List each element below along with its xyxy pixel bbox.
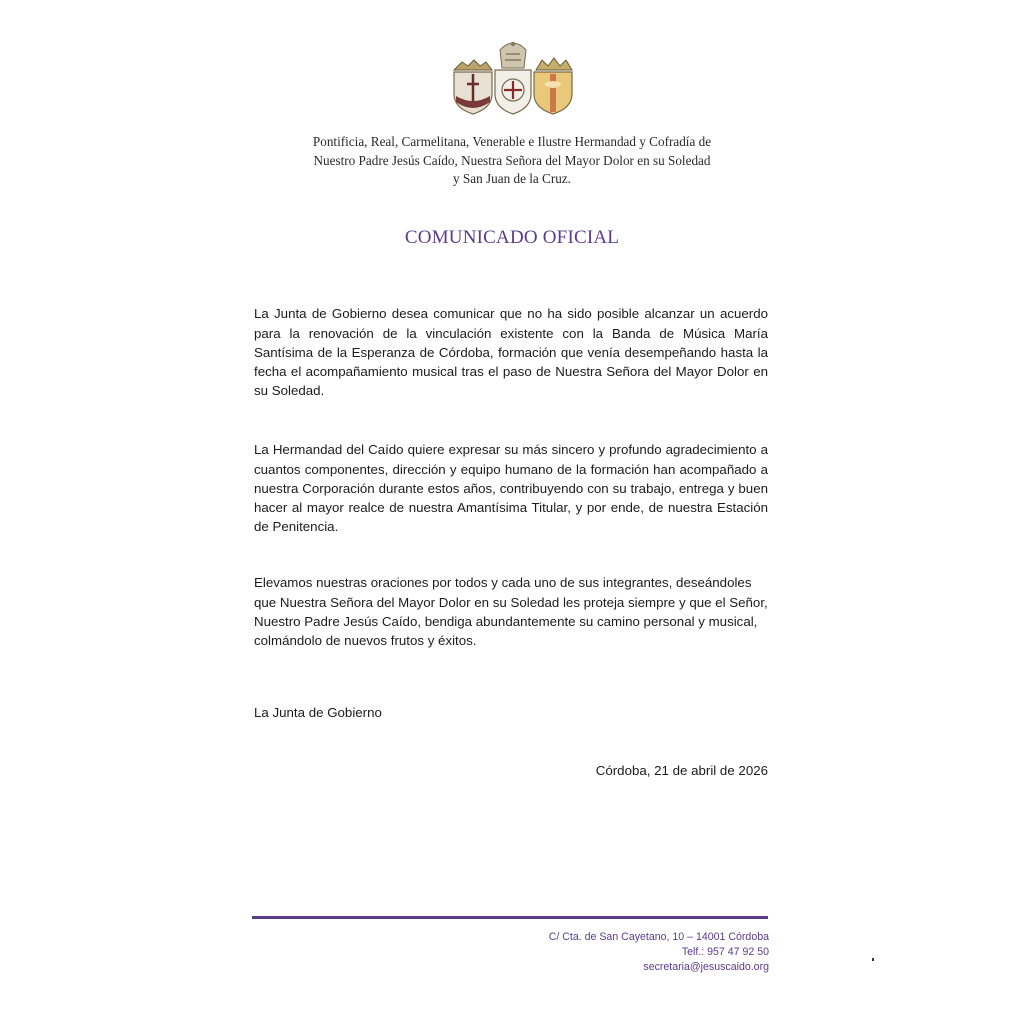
right-shield-icon: [534, 58, 572, 114]
footer-address: C/ Cta. de San Cayetano, 10 – 14001 Córdoba: [548, 931, 769, 943]
document-title: COMUNICADO OFICIAL: [404, 227, 620, 248]
left-shield-icon: [454, 60, 492, 114]
brotherhood-line: Pontificia, Real, Carmelitana, Venerable e Ilustre Hermandad y Cofradía de: [312, 134, 712, 149]
paragraph-gratitude: La Hermandad del Caído quiere expresar su más sincero y profundo agradecimiento a cuantos componentes, dirección y equipo humano de la formación han acompañado a nuestra Corporación durante estos años, contribuyendo con su trabajo, entrega y buen hacer al mayor realce de nuestra Amantísima Titular, y por ende, de nuestra Estación de Penitencia.: [254, 442, 768, 535]
scan-speck: [872, 958, 874, 961]
paragraph-prayers: Elevamos nuestras oraciones por todos y cada uno de sus integrantes, deseándoles que Nuestra Señora del Mayor Dolor en su Soledad les proteja siempre y que el Señor, Nuestro Padre Jesús Caído, bendiga abundantemente su camino personal y musical, colmándolo de nuevos frutos y éxitos.: [254, 575, 768, 648]
brotherhood-name: [240, 133, 784, 189]
signature: La Junta de Gobierno: [254, 705, 382, 720]
center-shield-icon: [495, 42, 531, 114]
brotherhood-line: y San Juan de la Cruz.: [453, 171, 571, 186]
place-date: Córdoba, 21 de abril de 2026: [595, 763, 768, 778]
footer-divider: [252, 916, 768, 919]
footer-phone: Telf.: 957 47 92 50: [681, 946, 769, 959]
paragraph-agreement: La Junta de Gobierno desea comunicar que no ha sido posible alcanzar un acuerdo para la renovación de la vinculación existente con la Banda de Música María Santísima de la Esperanza de Córdoba, formación que venía desempeñando hasta la fecha el acompañamiento musical tras el paso de Nuestra Señora del Mayor Dolor en su Soledad.: [254, 306, 768, 399]
contact-footer: [549, 930, 769, 976]
footer-email[interactable]: secretaria@jesuscaido.org: [643, 961, 769, 974]
coat-of-arms-logo: [448, 40, 578, 120]
brotherhood-line: Nuestro Padre Jesús Caído, Nuestra Señora del Mayor Dolor en su Soledad: [313, 152, 711, 168]
